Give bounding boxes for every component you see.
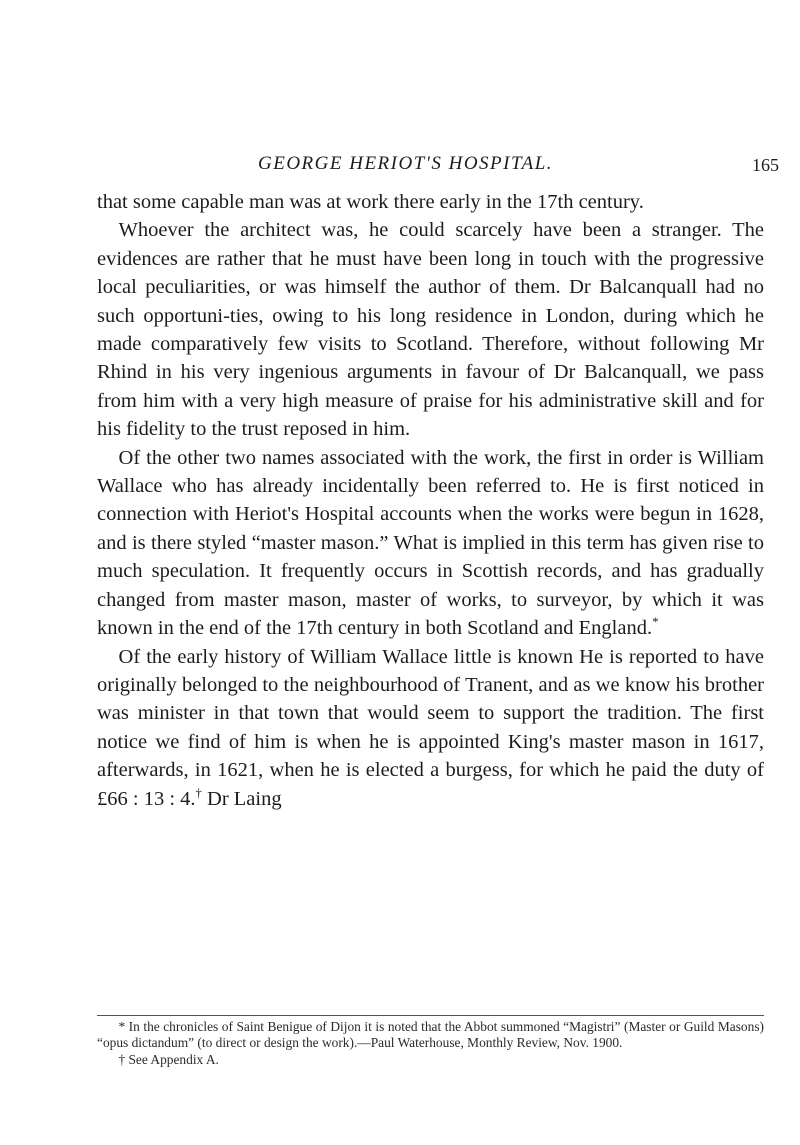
running-title: GEORGE HERIOT'S HOSPITAL.: [258, 153, 554, 174]
paragraph: [97, 188, 764, 216]
paragraph: [97, 444, 764, 643]
body-text: [97, 188, 764, 813]
paragraph-text: Of the other two names associated with the work, the first in order is William Wallace who has already incidentally been referred to. He is first noticed in connection with Heriot's Hospital accounts when the works were begun in 1628, and is there styled “master mason.” What is implied in this term has given rise to much speculation. It frequently occurs in Scottish records, and has gradually changed from master mason, master of works, to surveyor, by which it was known in the end of the 17th century in both Scotland and England.: [97, 446, 764, 640]
footnote: * In the chronicles of Saint Benigue of Dijon it is noted that the Abbot summoned “Magistri” (Master or Guild Masons) “opus dictandum” (to direct or design the work).—Paul Waterhouse, Monthly Review, Nov. 1900.: [97, 1019, 764, 1051]
paragraph-tail: Dr Laing: [201, 787, 282, 810]
paragraph-text: Whoever the architect was, he could scarcely have been a stranger. The evidences are rather that he must have been long in touch with the progressive local peculiarities, or was himself the author of them. Dr Balcanquall had no such opportuni-ties, owing to his long residence in London, during which he made comparatively few visits to Scotland. Therefore, without following Mr Rhind in his very ingenious arguments in favour of Dr Balcanquall, we pass from him with a very high measure of praise for his administrative skill and for his fidelity to the trust reposed in him.: [97, 219, 764, 441]
footnotes: [97, 1019, 764, 1068]
paragraph: [97, 216, 764, 443]
footnote-divider: [97, 1015, 764, 1016]
footnote-marker: *: [652, 614, 659, 629]
footnote: † See Appendix A.: [118, 1051, 219, 1067]
paragraph: [97, 643, 764, 813]
page-number: 165: [752, 155, 779, 175]
running-head: [0, 153, 800, 179]
paragraph-text: that some capable man was at work there early in the 17th century.: [97, 191, 644, 213]
footnote-marker: †: [195, 785, 202, 800]
paragraph-text: Of the early history of William Wallace little is known He is reported to have originally belonged to the neighbourhood of Tranent, and as we know his brother was minister in that town that would seem to support the tradition. The first notice we find of him is when he is appointed King's master mason in 1617, afterwards, in 1621, when he is elected a burgess, for which he paid the duty of £66 : 13 : 4.: [97, 645, 764, 810]
